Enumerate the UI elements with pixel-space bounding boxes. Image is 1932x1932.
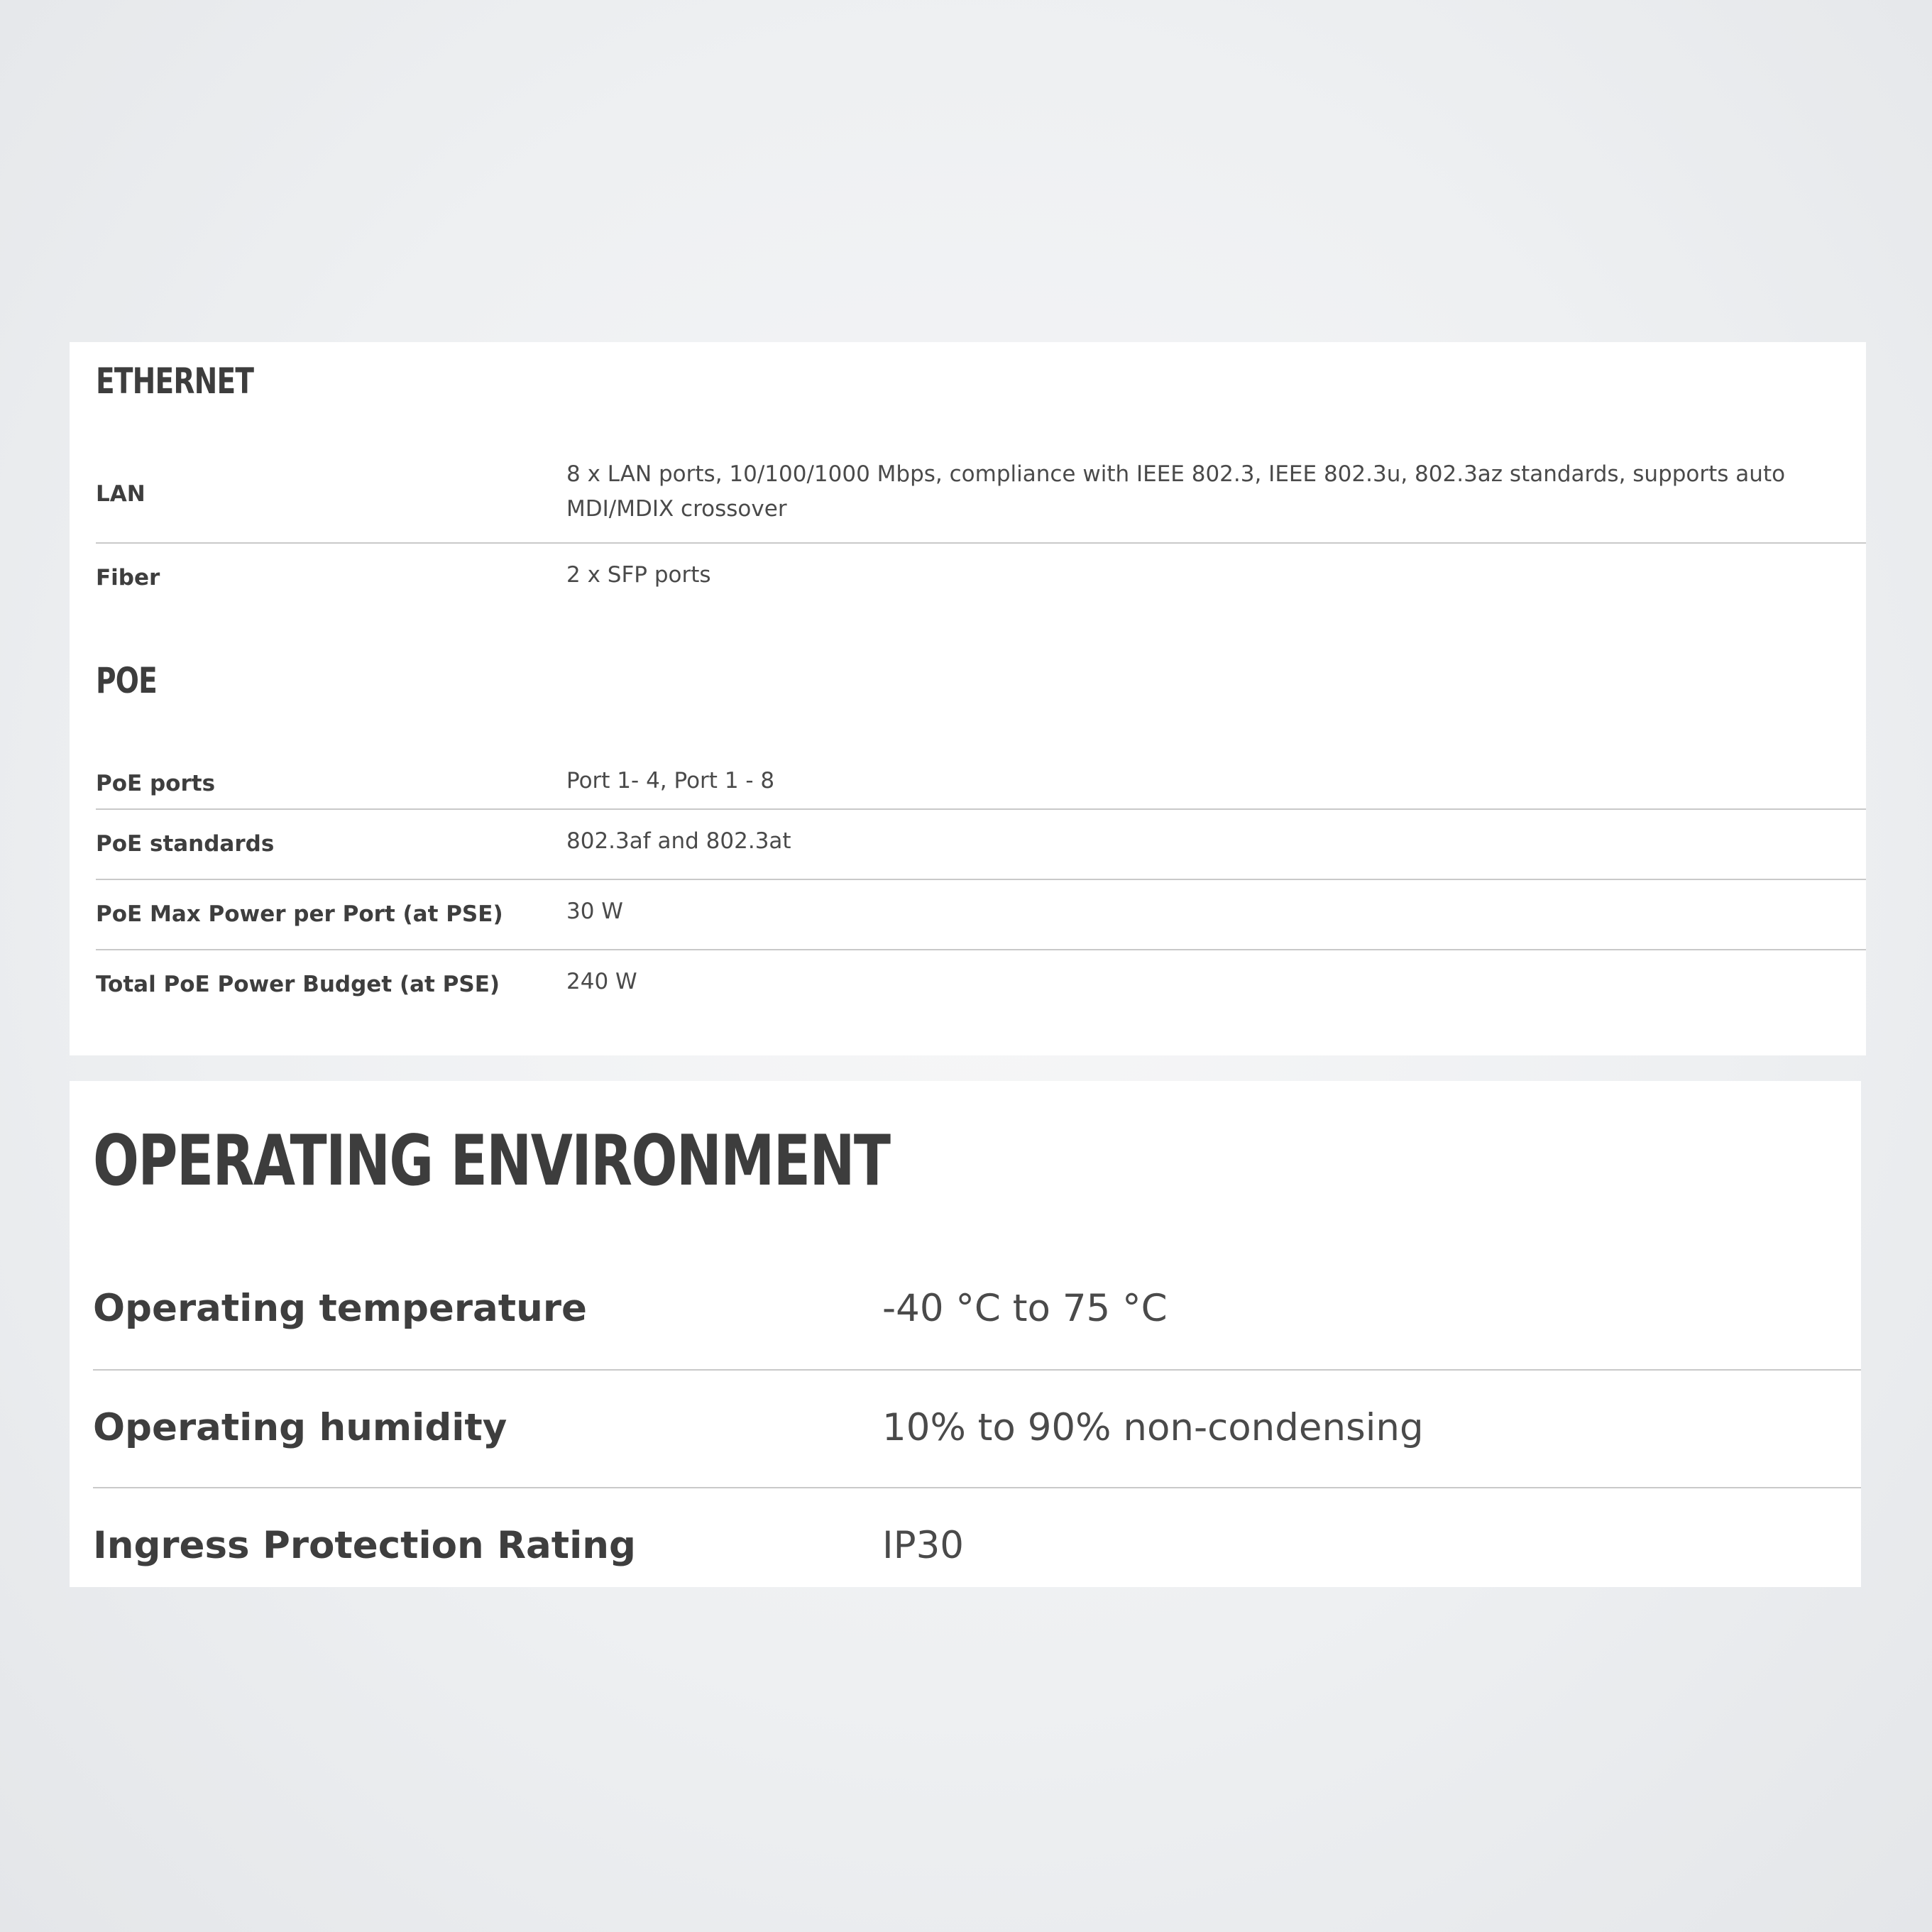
spec-row-fiber <box>96 542 1866 613</box>
spec-value: 802.3af and 802.3at <box>566 828 791 854</box>
spec-label: Operating humidity <box>93 1406 507 1449</box>
spec-row-poe-standards <box>96 808 1866 879</box>
spec-label: PoE standards <box>96 831 275 857</box>
spec-label: LAN <box>96 481 146 507</box>
spec-panel-operating-environment <box>70 1081 1861 1587</box>
spec-label: Fiber <box>96 565 160 591</box>
spec-value: 30 W <box>566 899 623 924</box>
spec-row-lan <box>96 457 1866 529</box>
spec-label: Operating temperature <box>93 1287 587 1330</box>
spec-row-poe-power-budget <box>96 949 1866 1019</box>
spec-row-operating-humidity <box>93 1369 1861 1488</box>
section-heading-ethernet: ETHERNET <box>96 361 254 402</box>
spec-value: Port 1- 4, Port 1 - 8 <box>566 768 775 794</box>
spec-row-ingress-protection <box>93 1487 1861 1588</box>
spec-value: IP30 <box>882 1524 965 1567</box>
spec-label: PoE ports <box>96 771 216 796</box>
section-heading-operating-environment: OPERATING ENVIRONMENT <box>93 1121 890 1202</box>
spec-value: 10% to 90% non-condensing <box>882 1406 1424 1449</box>
spec-value: -40 °C to 75 °C <box>882 1287 1168 1330</box>
spec-value: 240 W <box>566 969 637 994</box>
spec-panel-ethernet-poe <box>70 342 1866 1055</box>
section-heading-poe: POE <box>96 660 158 701</box>
spec-label: Total PoE Power Budget (at PSE) <box>96 972 500 997</box>
spec-label: PoE Max Power per Port (at PSE) <box>96 901 503 927</box>
spec-value: 2 x SFP ports <box>566 562 711 588</box>
spec-value: 8 x LAN ports, 10/100/1000 Mbps, compliance with IEEE 802.3, IEEE 802.3u, 802.3az standards, supports auto MDI/MDIX crossover <box>566 461 1786 522</box>
spec-label: Ingress Protection Rating <box>93 1524 636 1567</box>
spec-row-poe-max-power <box>96 879 1866 949</box>
